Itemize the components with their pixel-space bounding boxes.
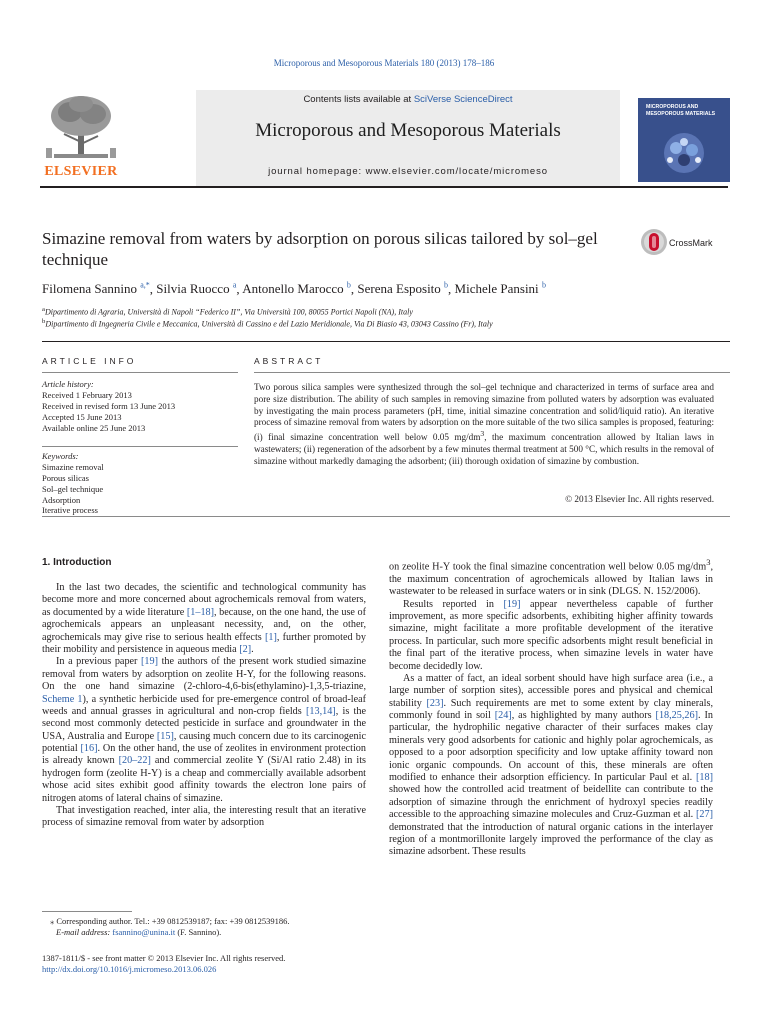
history-item: Received in revised form 13 June 2013 <box>42 400 176 411</box>
keyword: Simazine removal <box>42 461 104 472</box>
corresponding-author-note: ⁎ Corresponding author. Tel.: +39 0812539187; fax: +39 0812539186. E-mail address: fsannino@unina.it (F. Sannino). <box>50 916 290 938</box>
keywords-rule <box>42 446 238 447</box>
keyword: Adsorption <box>42 494 81 505</box>
abstract-heading: ABSTRACT <box>254 356 324 366</box>
keywords <box>42 451 238 516</box>
paragraph: As a matter of fact, an ideal sorbent should have high surface area (i.e., a large number of sorption sites), accessible pores and physical and chemical stability [23]. Such requirements are met to some extent by clay minerals, commonly found in soil [24], as highlighted by many authors [18,25,26]. In particular, the hydrophilic negative character of their surfaces makes clay minerals very good adsorbents for cationic and highly polar agrochemicals, as opposed to a poor adsorption specificity and low uptake affinity toward non ionic organic compounds. On account of this, these minerals are often modified to enhance their adsorption efficiency. In particular Paul et al. [18] showed how the controlled acid treatment of beidellite can contribute to the adsorption of simazine through the enrichment of hydroxyl species readily accessible to the approaching simazine molecules and Cruz-Guzman et al. [27] demonstrated that the introduction of natural organic cations in the interlayer region of a montmorillonite largely improved the performance of the clay as simazine adsorbent. These results <box>389 672 714 858</box>
ref-link[interactable]: [24] <box>494 710 512 722</box>
section-heading-introduction: 1. Introduction <box>42 557 112 568</box>
affiliation: $^b$Dipartimento di Ingegneria Civile e Meccanica, Università di Cassino e del Lazio Meridionale, Via Di Biasio 43, 03043 Cassino (Fr), Italy <box>42 318 493 329</box>
author[interactable]: Serena Esposito $^b$ <box>357 281 449 297</box>
email-link[interactable]: fsannino@unina.it <box>112 927 176 938</box>
ref-link[interactable]: [23] <box>426 697 444 709</box>
ref-link[interactable]: [18] <box>696 772 713 784</box>
journal-homepage[interactable]: journal homepage: www.elsevier.com/locate/micromeso <box>268 166 548 177</box>
affiliation: $^a$Dipartimento di Agraria, Università di Napoli “Federico II”, Via Università 100, 80055 Portici Napoli (NA), Italy <box>42 306 413 317</box>
abstract-rule <box>254 372 730 373</box>
paragraph: In a previous paper [19] the authors of the present work studied simazine removal from waters by adsorption on zeolite H-Y, for the following reasons. On the one hand simazine (2-chloro-4,6-bis(ethylamino)-1,3,5-triazine, Scheme 1), a synthetic herbicide used for pre-emergence control of broad-leaf weeds and annual grasses in agricultural and non-crop fields [13,14], is the second most commonly detected pesticide in surface and groundwater in the USA, Australia and Europe [15], causing much concern due to its carcinogenic potential [16]. On the other hand, the use of zeolites in environment protection is already known [20–22] and commercial zeolite Y (Si/Al ratio 2.48) in its hydrogen form (zeolite H-Y) is a cheap and commercially available adsorbent whose acid sites exhibit good affinity towards the electron lone pairs of nitrogen atoms of lateral chains of simazine. <box>42 656 366 804</box>
ref-link[interactable]: [1–18] <box>186 606 215 618</box>
sciencedirect-link[interactable]: SciVerse ScienceDirect <box>413 94 513 105</box>
ref-link[interactable]: [18,25,26] <box>655 710 698 722</box>
ref-link[interactable]: [16] <box>80 743 98 755</box>
author[interactable]: Filomena Sannino $^{a,*}$ <box>42 281 150 297</box>
author[interactable]: Antonello Marocco $^b$ <box>242 281 351 297</box>
journal-citation-link[interactable]: Microporous and Mesoporous Materials 180 (2013) 178–186 <box>273 58 495 68</box>
ref-link[interactable]: [2] <box>239 643 252 655</box>
ref-link[interactable]: [19] <box>503 598 521 610</box>
keywords-label: Keywords: <box>42 451 79 461</box>
crossmark-label[interactable]: CrossMark <box>669 238 713 248</box>
contents-line <box>196 94 620 105</box>
issn-note: 1387-1811/$ - see front matter © 2013 Elsevier Inc. All rights reserved. http://dx.doi.org/10.1016/j.micromeso.2013.06.026 <box>42 953 362 975</box>
author[interactable]: Silvia Ruocco $^a$ <box>156 281 237 297</box>
abstract-text: Two porous silica samples were synthesized through the sol–gel technique and characterized in terms of surface area and pore size distribution. The ability of such samples in removing simazine from polluted waters by adsorption was evaluated by investigating the main process parameters (pH, time, initial simazine concentration and solid/liquid ratio). An iterative process of simazine removal from waters by adsorption on the more suitable of the two silica samples is proposed, featuring: (i) final simazine concentration well below 0.05 $mg/dm^3$, the maximum concentration allowed by Italian laws in wastewaters; (ii) regeneration of the adsorbent by a few minutes thermal treatment at 500 °C, which results in the removal of simazine without markedly damaging the adsorbent; (iii) thorough oxidation of simazine by combustion. <box>254 382 715 466</box>
footnote-rule <box>42 911 132 912</box>
contents-prefix: Contents lists available at <box>303 94 414 105</box>
history-label: Article history: <box>42 379 94 389</box>
author[interactable]: Michele Pansini $^b$ <box>454 281 546 297</box>
elsevier-wordmark: ELSEVIER <box>44 164 118 179</box>
ref-link[interactable]: [20–22] <box>118 755 151 767</box>
section-rule <box>42 341 730 342</box>
ref-link[interactable]: [19] <box>141 656 159 668</box>
author-list: Filomena Sannino $^{a,*}$, Silvia Ruocco $^a$, Antonello Marocco $^b$, Serena Esposito $^b$, Michele Pansini $^b$ <box>42 281 546 297</box>
keyword: Porous silicas <box>42 472 89 483</box>
history-item: Received 1 February 2013 <box>42 389 132 400</box>
ref-link[interactable]: [13,14] <box>305 705 336 717</box>
paragraph: That investigation reached, inter alia, the interesting result that an iterative process of simazine removal from water by adsorption <box>42 805 366 829</box>
doi-link[interactable]: http://dx.doi.org/10.1016/j.micromeso.2013.06.026 <box>42 964 217 975</box>
paragraph: Results reported in [19] appear nevertheless capable of further improvement, as more specific adsorbents, exhibiting higher affinity towards simazine, might facilitate a more profitable development of the iterative process. In particular, such more specific adsorbents might result beneficial in the final part of the iterative process, when simazine levels in water have become decidedly low. <box>389 598 713 672</box>
ref-link[interactable]: [1] <box>264 631 277 643</box>
info-rule <box>42 372 238 373</box>
header-rule <box>40 186 728 188</box>
article-title: Simazine removal from waters by adsorption on porous silicas tailored by sol–gel technique <box>42 229 598 270</box>
history-item: Available online 25 June 2013 <box>42 422 146 433</box>
history-item: Accepted 15 June 2013 <box>42 411 122 422</box>
cover-title: MICROPOROUS AND MESOPOROUS MATERIALS <box>646 104 716 117</box>
article-history <box>42 379 238 433</box>
scheme-link[interactable]: Scheme 1 <box>42 693 83 705</box>
keyword: Iterative process <box>42 505 98 516</box>
keyword: Sol–gel technique <box>42 483 104 494</box>
paragraph: In the last two decades, the scientific and technological community has become more and more concerned about agrochemicals removal from waters, as documented by a wide literature [1–18], because, on the one hand, the use of agrochemicals appears an unpleasant necessity, and, on the other, agrochemicals may give rise to serious health effects [1], further promoted by their mobility and persistence in aqueous media [2]. <box>42 582 366 655</box>
body-column-left <box>42 582 366 830</box>
article-info-heading: ARTICLE INFO <box>42 356 137 366</box>
journal-title: Microporous and Mesoporous Materials <box>255 120 561 141</box>
ref-link[interactable]: [27] <box>696 809 713 821</box>
body-column-right <box>389 557 713 859</box>
ref-link[interactable]: [15] <box>156 730 174 742</box>
section-rule <box>42 516 730 517</box>
paragraph: on zeolite H-Y took the final simazine concentration well below 0.05 $mg/dm^3$, the maximum concentration of agrochemicals allowed by Italian laws in wastewater to be released in surface waters or in sink (DLGS. N. 152/2006). <box>389 557 713 598</box>
abstract-copyright: © 2013 Elsevier Inc. All rights reserved. <box>565 494 714 504</box>
